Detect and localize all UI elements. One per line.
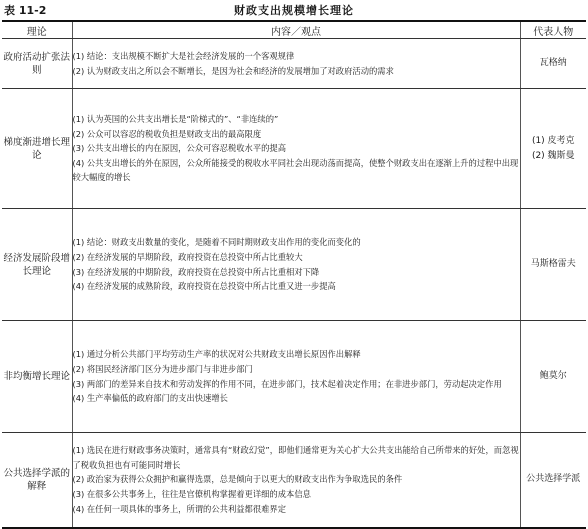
- content-item: (3) 在经济发展的中期阶段，政府投资在总投资中所占比重相对下降: [72, 266, 320, 277]
- content-cell: [72, 321, 520, 433]
- table-number: 表 11-2: [4, 4, 47, 17]
- table-row: [2, 89, 586, 209]
- table-row: [2, 39, 586, 89]
- representative-name: 公共选择学派: [526, 474, 581, 485]
- table-title: 财政支出规模增长理论: [234, 4, 354, 17]
- content-item: (1) 结论：支出规模不断扩大是社会经济发展的一个客观规律: [72, 50, 295, 61]
- content-item: (3) 公共支出增长的内在原因，公众可容忍税收水平的提高: [72, 143, 287, 154]
- content-item: (3) 两部门的差异来自技术和劳动发挥的作用不同，在进步部门，技术起着决定作用；在非进步部门，劳动起决定作用: [72, 378, 502, 389]
- content-item: (1) 通过分析公共部门平均劳动生产率的状况对公共财政支出增长原因作出解释: [72, 349, 361, 360]
- representative-name: 鲍莫尔: [539, 371, 567, 381]
- theory-name-cell: 公共选择学派的解释: [2, 433, 72, 528]
- content-cell: [72, 433, 520, 528]
- content-item: (2) 认为财政支出之所以会不断增长，是因为社会和经济的发展增加了对政府活动的需求: [72, 65, 394, 76]
- content-item: (4) 公共支出增长的外在原因，公众所能接受的税收水平同社会出现动荡而提高，使整个财政支出在逐渐上升的过程中出现较大幅度的增长: [72, 157, 519, 183]
- content-cell: [72, 39, 520, 89]
- representatives-cell: [520, 89, 586, 209]
- representatives-cell: [520, 433, 586, 528]
- header-row: [2, 21, 586, 39]
- content-item: (3) 在很多公共事务上，往往是官僚机构掌握着更详细的成本信息: [72, 489, 311, 500]
- theory-name-cell: 梯度渐进增长理论: [2, 89, 72, 209]
- theory-table: [2, 20, 586, 529]
- content-item: (2) 公众可以容忍的税收负担是财政支出的最高限度: [72, 128, 262, 139]
- content-item: (4) 在经济发展的成熟阶段，政府投资在总投资中所占比重又进一步提高: [72, 281, 336, 292]
- content-item: (4) 在任何一项具体的事务上，所谓的公共利益都很难界定: [72, 503, 287, 514]
- theory-name-cell: 经济发展阶段增长理论: [2, 209, 72, 321]
- content-item: (4) 生产率偏低的政府部门的支出快速增长: [72, 393, 228, 404]
- header-representatives: 代表人物: [520, 21, 586, 39]
- theory-name-cell: 非均衡增长理论: [2, 321, 72, 433]
- representative-name: (1) 皮考克: [531, 135, 575, 146]
- header-theory: 理论: [2, 21, 72, 39]
- theory-name-cell: 政府活动扩张法则: [2, 39, 72, 89]
- table-row: [2, 209, 586, 321]
- content-item: (2) 在经济发展的早期阶段，政府投资在总投资中所占比重较大: [72, 251, 303, 262]
- representatives-cell: [520, 321, 586, 433]
- table-row: [2, 321, 586, 433]
- content-cell: [72, 89, 520, 209]
- content-item: (1) 选民在进行财政事务决策时，通常具有“财政幻觉”，即他们通常更为关心扩大公共支出能给自己所带来的好处，而忽视了税收负担也有可能同时增长: [72, 445, 519, 470]
- representatives-cell: [520, 39, 586, 89]
- content-item: (2) 政治家为获得公众拥护和赢得选票，总是倾向于以更大的财政支出作为争取选民的条件: [72, 474, 403, 485]
- content-item: (2) 将国民经济部门区分为进步部门与非进步部门: [72, 363, 253, 374]
- representative-name: 马斯格雷夫: [530, 259, 576, 269]
- content-item: (1) 结论：财政支出数量的变化，是随着不同时期财政支出作用的变化而变化的: [72, 237, 361, 248]
- representatives-cell: [520, 209, 586, 321]
- content-cell: [72, 209, 520, 321]
- representative-name: (2) 魏斯曼: [531, 150, 575, 161]
- representative-name: 瓦格纳: [539, 58, 567, 68]
- content-item: (1) 认为英国的公共支出增长是“阶梯式的”、“非连续的”: [72, 114, 279, 125]
- table-caption: [4, 2, 584, 18]
- header-content: 内容／观点: [72, 21, 520, 39]
- table-row: [2, 433, 586, 528]
